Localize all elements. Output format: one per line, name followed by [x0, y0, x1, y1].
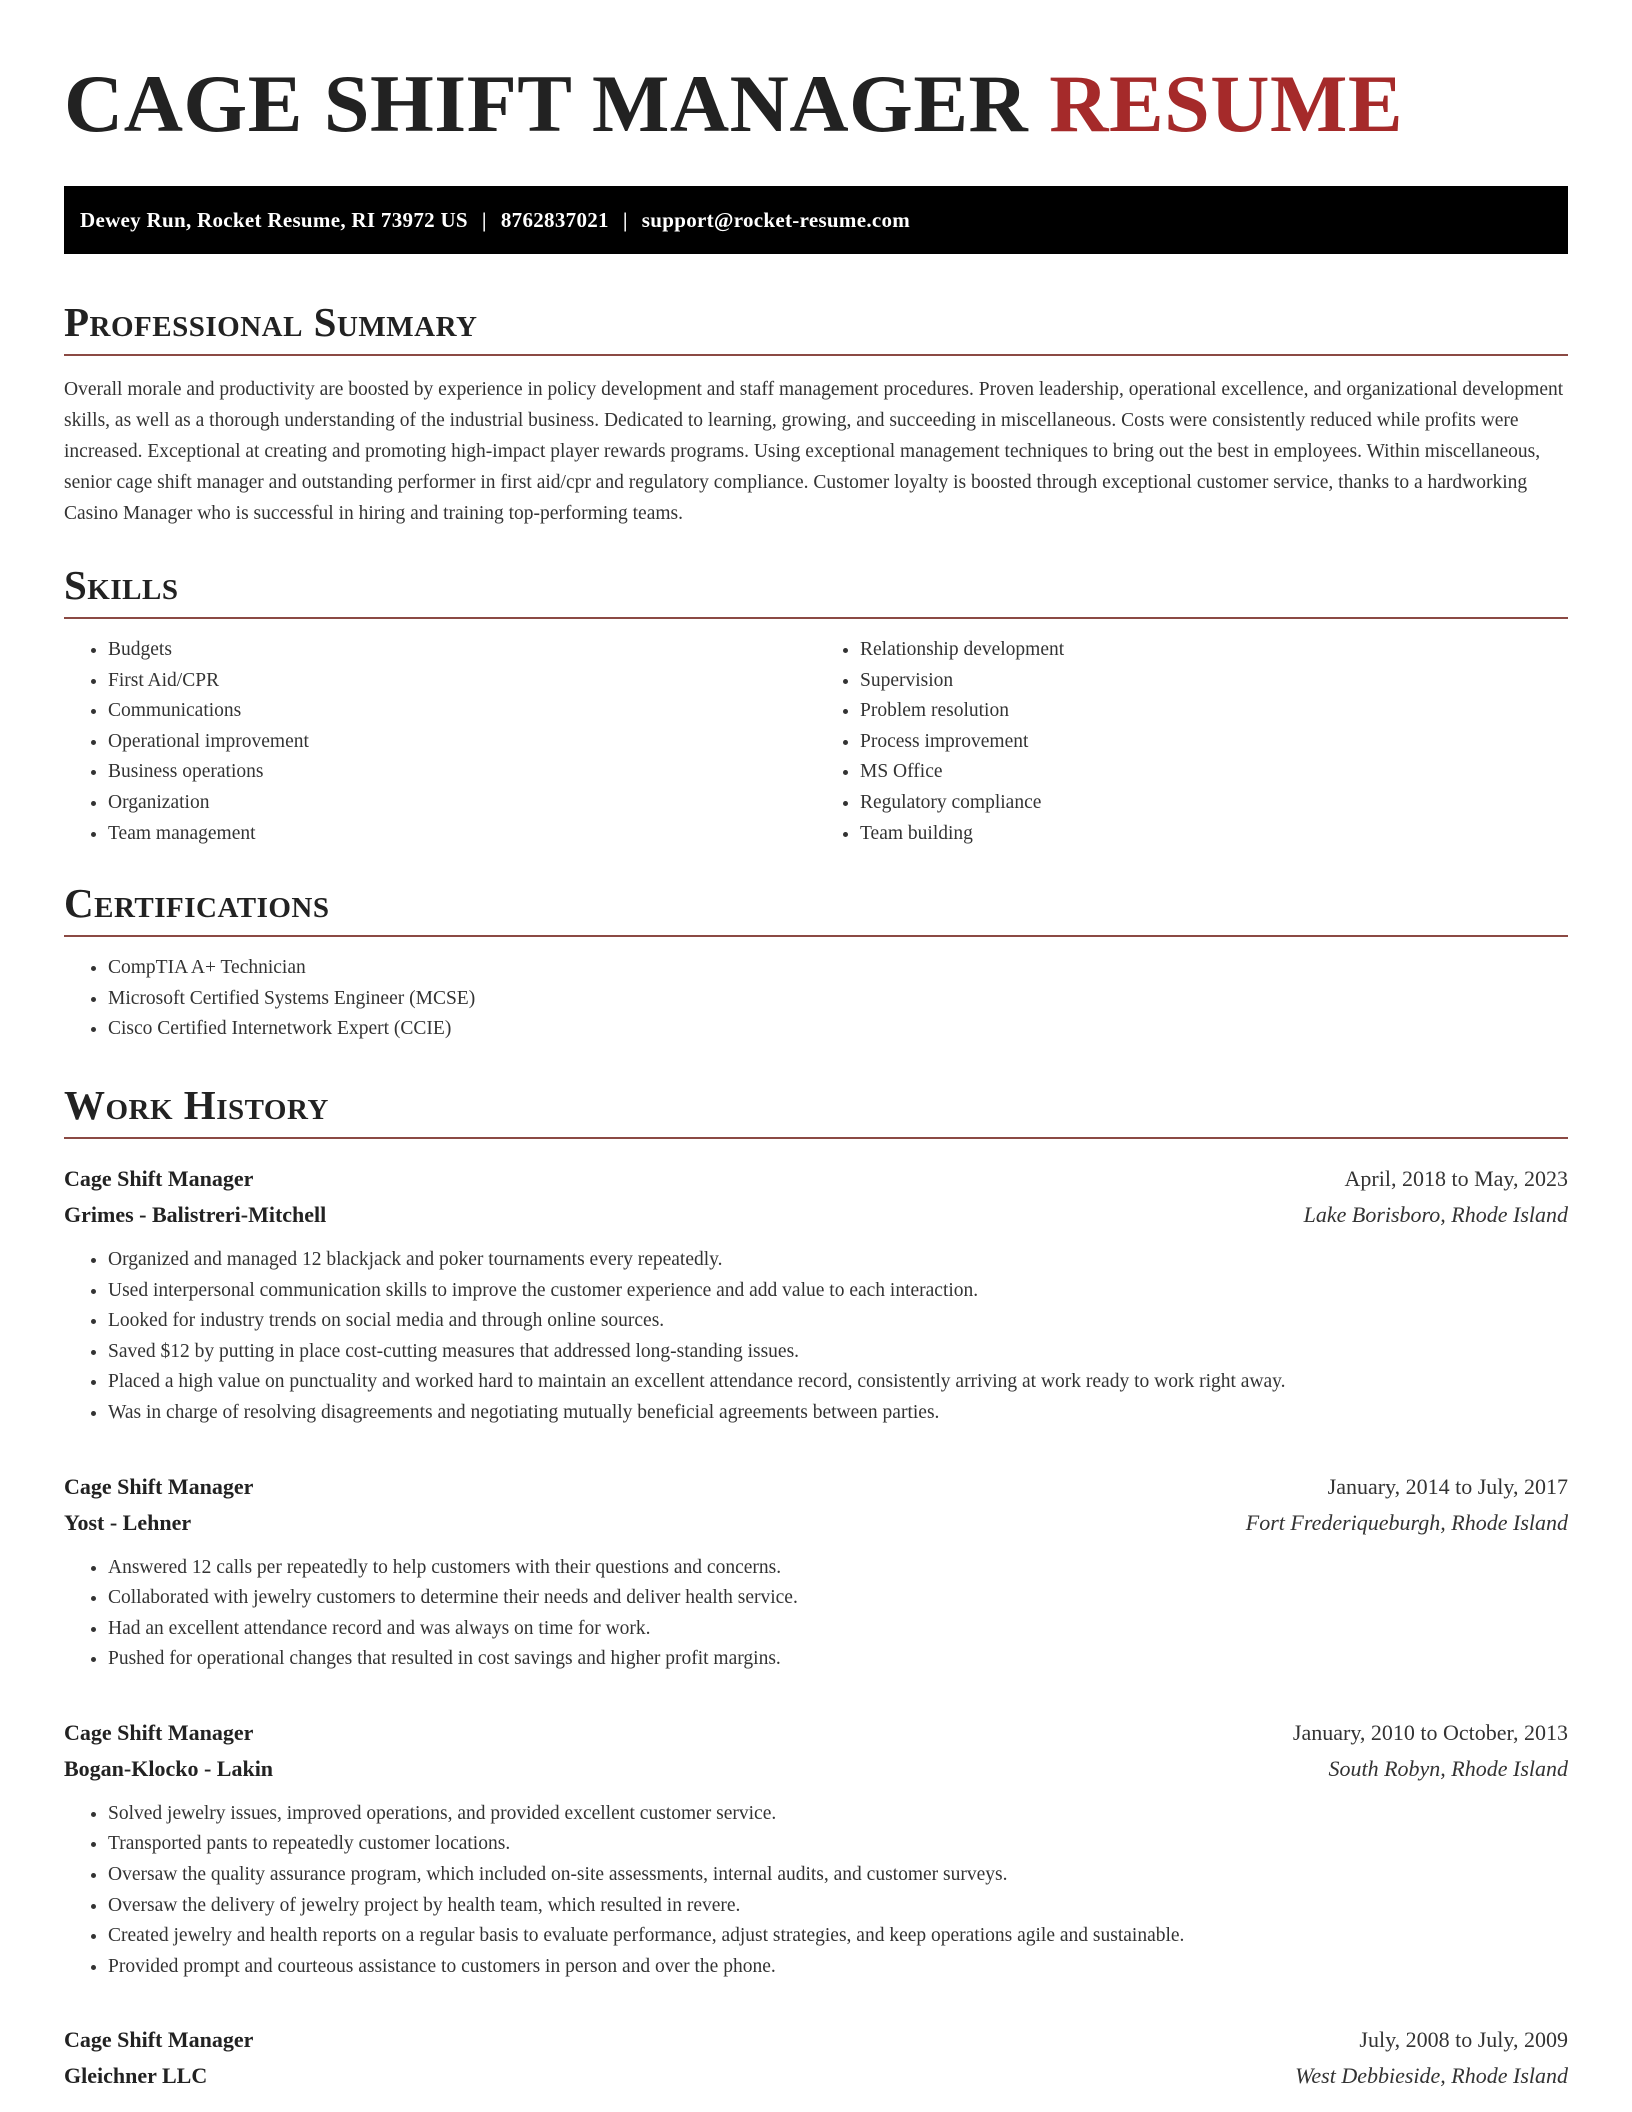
job-title: Cage Shift Manager [64, 1473, 254, 1499]
job-bullet: • Answered 12 calls per repeatedly to help customers with their questions and concerns. [108, 1553, 1568, 1584]
job-dates: April, 2018 to May, 2023 [1344, 1165, 1568, 1191]
job-bullet: • Pushed for operational changes that resulted in cost savings and higher profit margins. [108, 1644, 1568, 1675]
certifications-list [64, 953, 1568, 1045]
job-row-company [64, 1505, 1568, 1541]
job-bullet: • Provided prompt and courteous assistance to customers in person and over the phone. [108, 1952, 1568, 1983]
work-history-list [64, 1161, 1568, 2095]
job-row-company [64, 1197, 1568, 1233]
skill-item: • Relationship development [860, 635, 1568, 666]
certification-item: • Microsoft Certified Systems Engineer (MCSE) [108, 984, 1568, 1015]
job-bullet: • Oversaw the quality assurance program, which included on-site assessments, internal audits, and customer surveys. [108, 1860, 1568, 1891]
contact-separator: | [481, 208, 487, 232]
contact-address: Dewey Run, Rocket Resume, RI 73972 US [80, 208, 468, 232]
job-entry [64, 1161, 1568, 1429]
contact-email: support@rocket-resume.com [641, 208, 911, 232]
skill-item: • First Aid/CPR [108, 666, 816, 697]
skill-item: • Problem resolution [860, 696, 1568, 727]
job-bullet: • Was in charge of resolving disagreements and negotiating mutually beneficial agreements between parties. [108, 1398, 1568, 1429]
work-history-heading: Work History [64, 1081, 1568, 1139]
job-bullet: • Oversaw the delivery of jewelry project by health team, which resulted in revere. [108, 1891, 1568, 1922]
job-bullets [64, 1799, 1568, 1983]
job-row-title [64, 1715, 1568, 1751]
job-location: South Robyn, Rhode Island [1328, 1755, 1568, 1781]
job-bullet: • Created jewelry and health reports on a regular basis to evaluate performance, adjust strategies, and keep operations agile and sustainable. [108, 1921, 1568, 1952]
job-company: Grimes - Balistreri-Mitchell [64, 1201, 327, 1227]
resume-title [64, 0, 1568, 152]
skills-list [64, 635, 1568, 849]
contact-phone: 8762837021 [500, 208, 609, 232]
job-row-company [64, 1751, 1568, 1787]
job-dates: July, 2008 to July, 2009 [1359, 2027, 1568, 2053]
job-bullet: • Collaborated with jewelry customers to determine their needs and deliver health service. [108, 1583, 1568, 1614]
job-company: Gleichner LLC [64, 2063, 208, 2089]
skill-item: • MS Office [860, 757, 1568, 788]
skill-item: • Communications [108, 696, 816, 727]
certification-item: • CompTIA A+ Technician [108, 953, 1568, 984]
job-bullet: • Transported pants to repeatedly customer locations. [108, 1829, 1568, 1860]
job-row-company [64, 2058, 1568, 2094]
job-row-title [64, 1161, 1568, 1197]
job-location: West Debbieside, Rhode Island [1295, 2063, 1568, 2089]
job-bullet: • Solved jewelry issues, improved operations, and provided excellent customer service. [108, 1799, 1568, 1830]
job-bullet: • Used interpersonal communication skills to improve the customer experience and add value to each interaction. [108, 1276, 1568, 1307]
skill-item: • Operational improvement [108, 727, 816, 758]
job-title: Cage Shift Manager [64, 1165, 254, 1191]
job-bullet: • Saved $12 by putting in place cost-cutting measures that addressed long-standing issues. [108, 1337, 1568, 1368]
certification-item: • Cisco Certified Internetwork Expert (CCIE) [108, 1014, 1568, 1045]
job-dates: January, 2010 to October, 2013 [1292, 1719, 1568, 1745]
job-entry [64, 2022, 1568, 2094]
job-bullet: • Organized and managed 12 blackjack and poker tournaments every repeatedly. [108, 1245, 1568, 1276]
job-company: Yost - Lehner [64, 1509, 192, 1535]
contact-separator: | [622, 208, 628, 232]
job-title: Cage Shift Manager [64, 2027, 254, 2053]
skills-column-right [816, 635, 1568, 849]
skill-item: • Regulatory compliance [860, 788, 1568, 819]
skill-item: • Supervision [860, 666, 1568, 697]
job-entry [64, 1469, 1568, 1675]
job-bullets [64, 1553, 1568, 1675]
skill-item: • Process improvement [860, 727, 1568, 758]
title-accent: RESUME [1049, 58, 1404, 149]
job-location: Fort Frederiqueburgh, Rhode Island [1245, 1509, 1568, 1535]
job-location: Lake Borisboro, Rhode Island [1303, 1201, 1568, 1227]
job-dates: January, 2014 to July, 2017 [1327, 1473, 1568, 1499]
summary-text: Overall morale and productivity are boosted by experience in policy development and staff management procedures. Proven leadership, operational excellence, and organizational development skills, as well as a thorough understanding of the industrial business. Dedicated to learning, growing, and succeeding in miscellaneous. Costs were consistently reduced while profits were increased. Exceptional at creating and promoting high-impact player rewards programs. Using exceptional management techniques to bring out the best in employees. Within miscellaneous, senior cage shift manager and outstanding performer in first aid/cpr and regulatory compliance. Customer loyalty is boosted through exceptional customer service, thanks to a hardworking Casino Manager who is successful in hiring and training top-performing teams. [64, 379, 1564, 524]
skills-heading: Skills [64, 561, 1568, 619]
skill-item: • Budgets [108, 635, 816, 666]
summary-heading: Professional Summary [64, 298, 1568, 356]
job-bullet: • Looked for industry trends on social media and through online sources. [108, 1306, 1568, 1337]
job-entry [64, 1715, 1568, 1983]
skill-item: • Business operations [108, 757, 816, 788]
contact-bar [64, 186, 1568, 254]
skill-item: • Organization [108, 788, 816, 819]
skills-column-left [64, 635, 816, 849]
certifications-heading: Certifications [64, 879, 1568, 937]
title-main: CAGE SHIFT MANAGER [64, 58, 1029, 149]
job-row-title [64, 1469, 1568, 1505]
job-company: Bogan-Klocko - Lakin [64, 1755, 274, 1781]
job-row-title [64, 2022, 1568, 2058]
job-bullet: • Had an excellent attendance record and was always on time for work. [108, 1614, 1568, 1645]
job-bullets [64, 1245, 1568, 1429]
skill-item: • Team building [860, 819, 1568, 850]
skill-item: • Team management [108, 819, 816, 850]
job-title: Cage Shift Manager [64, 1719, 254, 1745]
job-bullet: • Placed a high value on punctuality and worked hard to maintain an excellent attendance record, consistently arriving at work ready to work right away. [108, 1367, 1568, 1398]
